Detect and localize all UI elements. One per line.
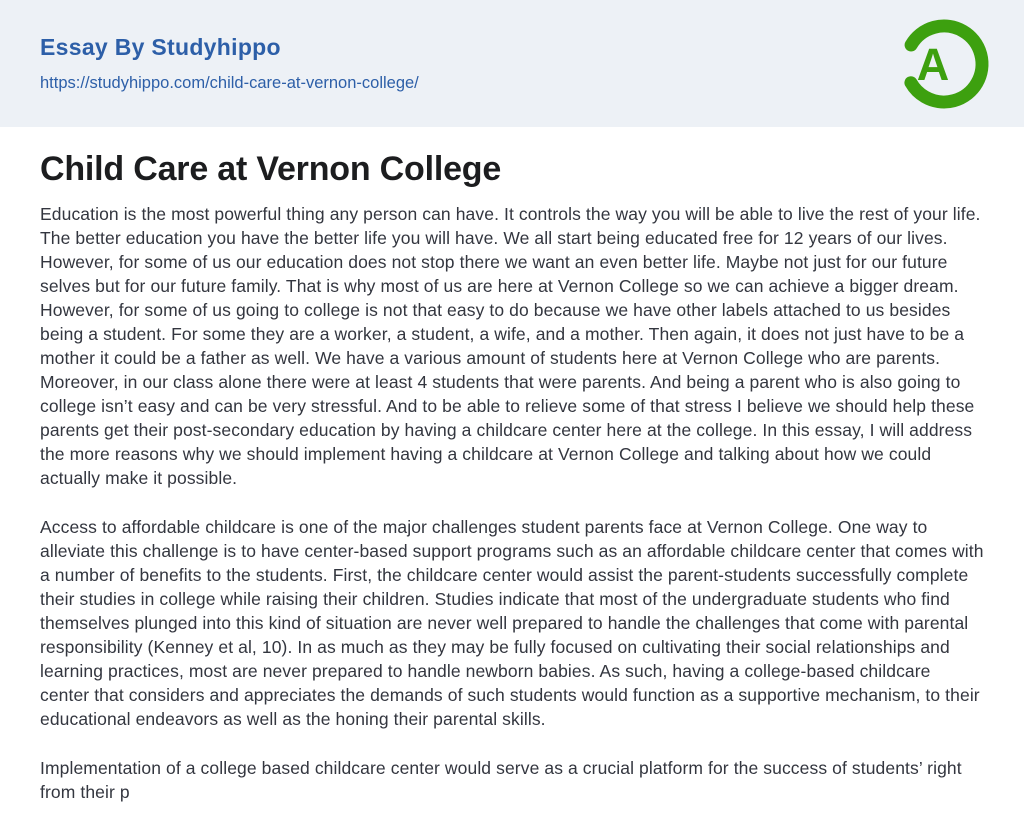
article-body [0, 127, 1024, 804]
article-paragraph-2: Access to affordable childcare is one of the major challenges student parents face at Vernon College. One way to alleviate this challenge is to have center-based support programs such as an affordable childcare center that comes with a number of benefits to the students. First, the childcare center would assist the parent-students successfully complete their studies in college while raising their children. Studies indicate that most of the undergraduate students who find themselves plunged into this kind of situation are never well prepared to handle the challenges that come with parental responsibility (Kenney et al, 10). In as much as they may be fully focused on cultivating their social relationships and learning practices, most are never prepared to handle newborn babies. As such, having a college-based childcare center that considers and appreciates the demands of such students would function as a supportive mechanism, to their educational endeavors as well as the honing their parental skills. [40, 517, 984, 729]
logo-letter: A [916, 38, 950, 90]
article-paragraph-3: Implementation of a college based childcare center would serve as a crucial platform for the success of students’ right from their p [40, 758, 962, 802]
article-paragraph-1: Education is the most powerful thing any person can have. It controls the way you will be able to live the rest of your life. The better education you have the better life you will have. We all start being educated free for 12 years of our lives. However, for some of us our education does not stop there we want an even better life. Maybe not just for our future selves but for our future family. That is why most of us are here at Vernon College so we can achieve a bigger dream. However, for some of us going to college is not that easy to do because we have other labels attached to us besides being a student. For some they are a worker, a student, a wife, and a mother. Then again, it does not just have to be a mother it could be a father as well. We have a various amount of students here at Vernon College who are parents. Moreover, in our class alone there were at least 4 students that were parents. And being a parent who is also going to college isn’t easy and can be very stressful. And to be able to relieve some of that stress I believe we should help these parents get their post-secondary education by having a childcare center here at the college. In this essay, I will address the more reasons why we should implement having a childcare at Vernon College and talking about how we could actually make it possible. [40, 204, 981, 488]
site-title-link[interactable]: Essay By Studyhippo [40, 34, 281, 60]
page-header [0, 0, 1024, 127]
page-url-link[interactable]: https://studyhippo.com/child-care-at-vernon-college/ [40, 74, 419, 92]
header-text-block [40, 34, 419, 93]
studyhippo-logo-icon [898, 18, 990, 110]
page-title: Child Care at Vernon College [40, 150, 502, 188]
